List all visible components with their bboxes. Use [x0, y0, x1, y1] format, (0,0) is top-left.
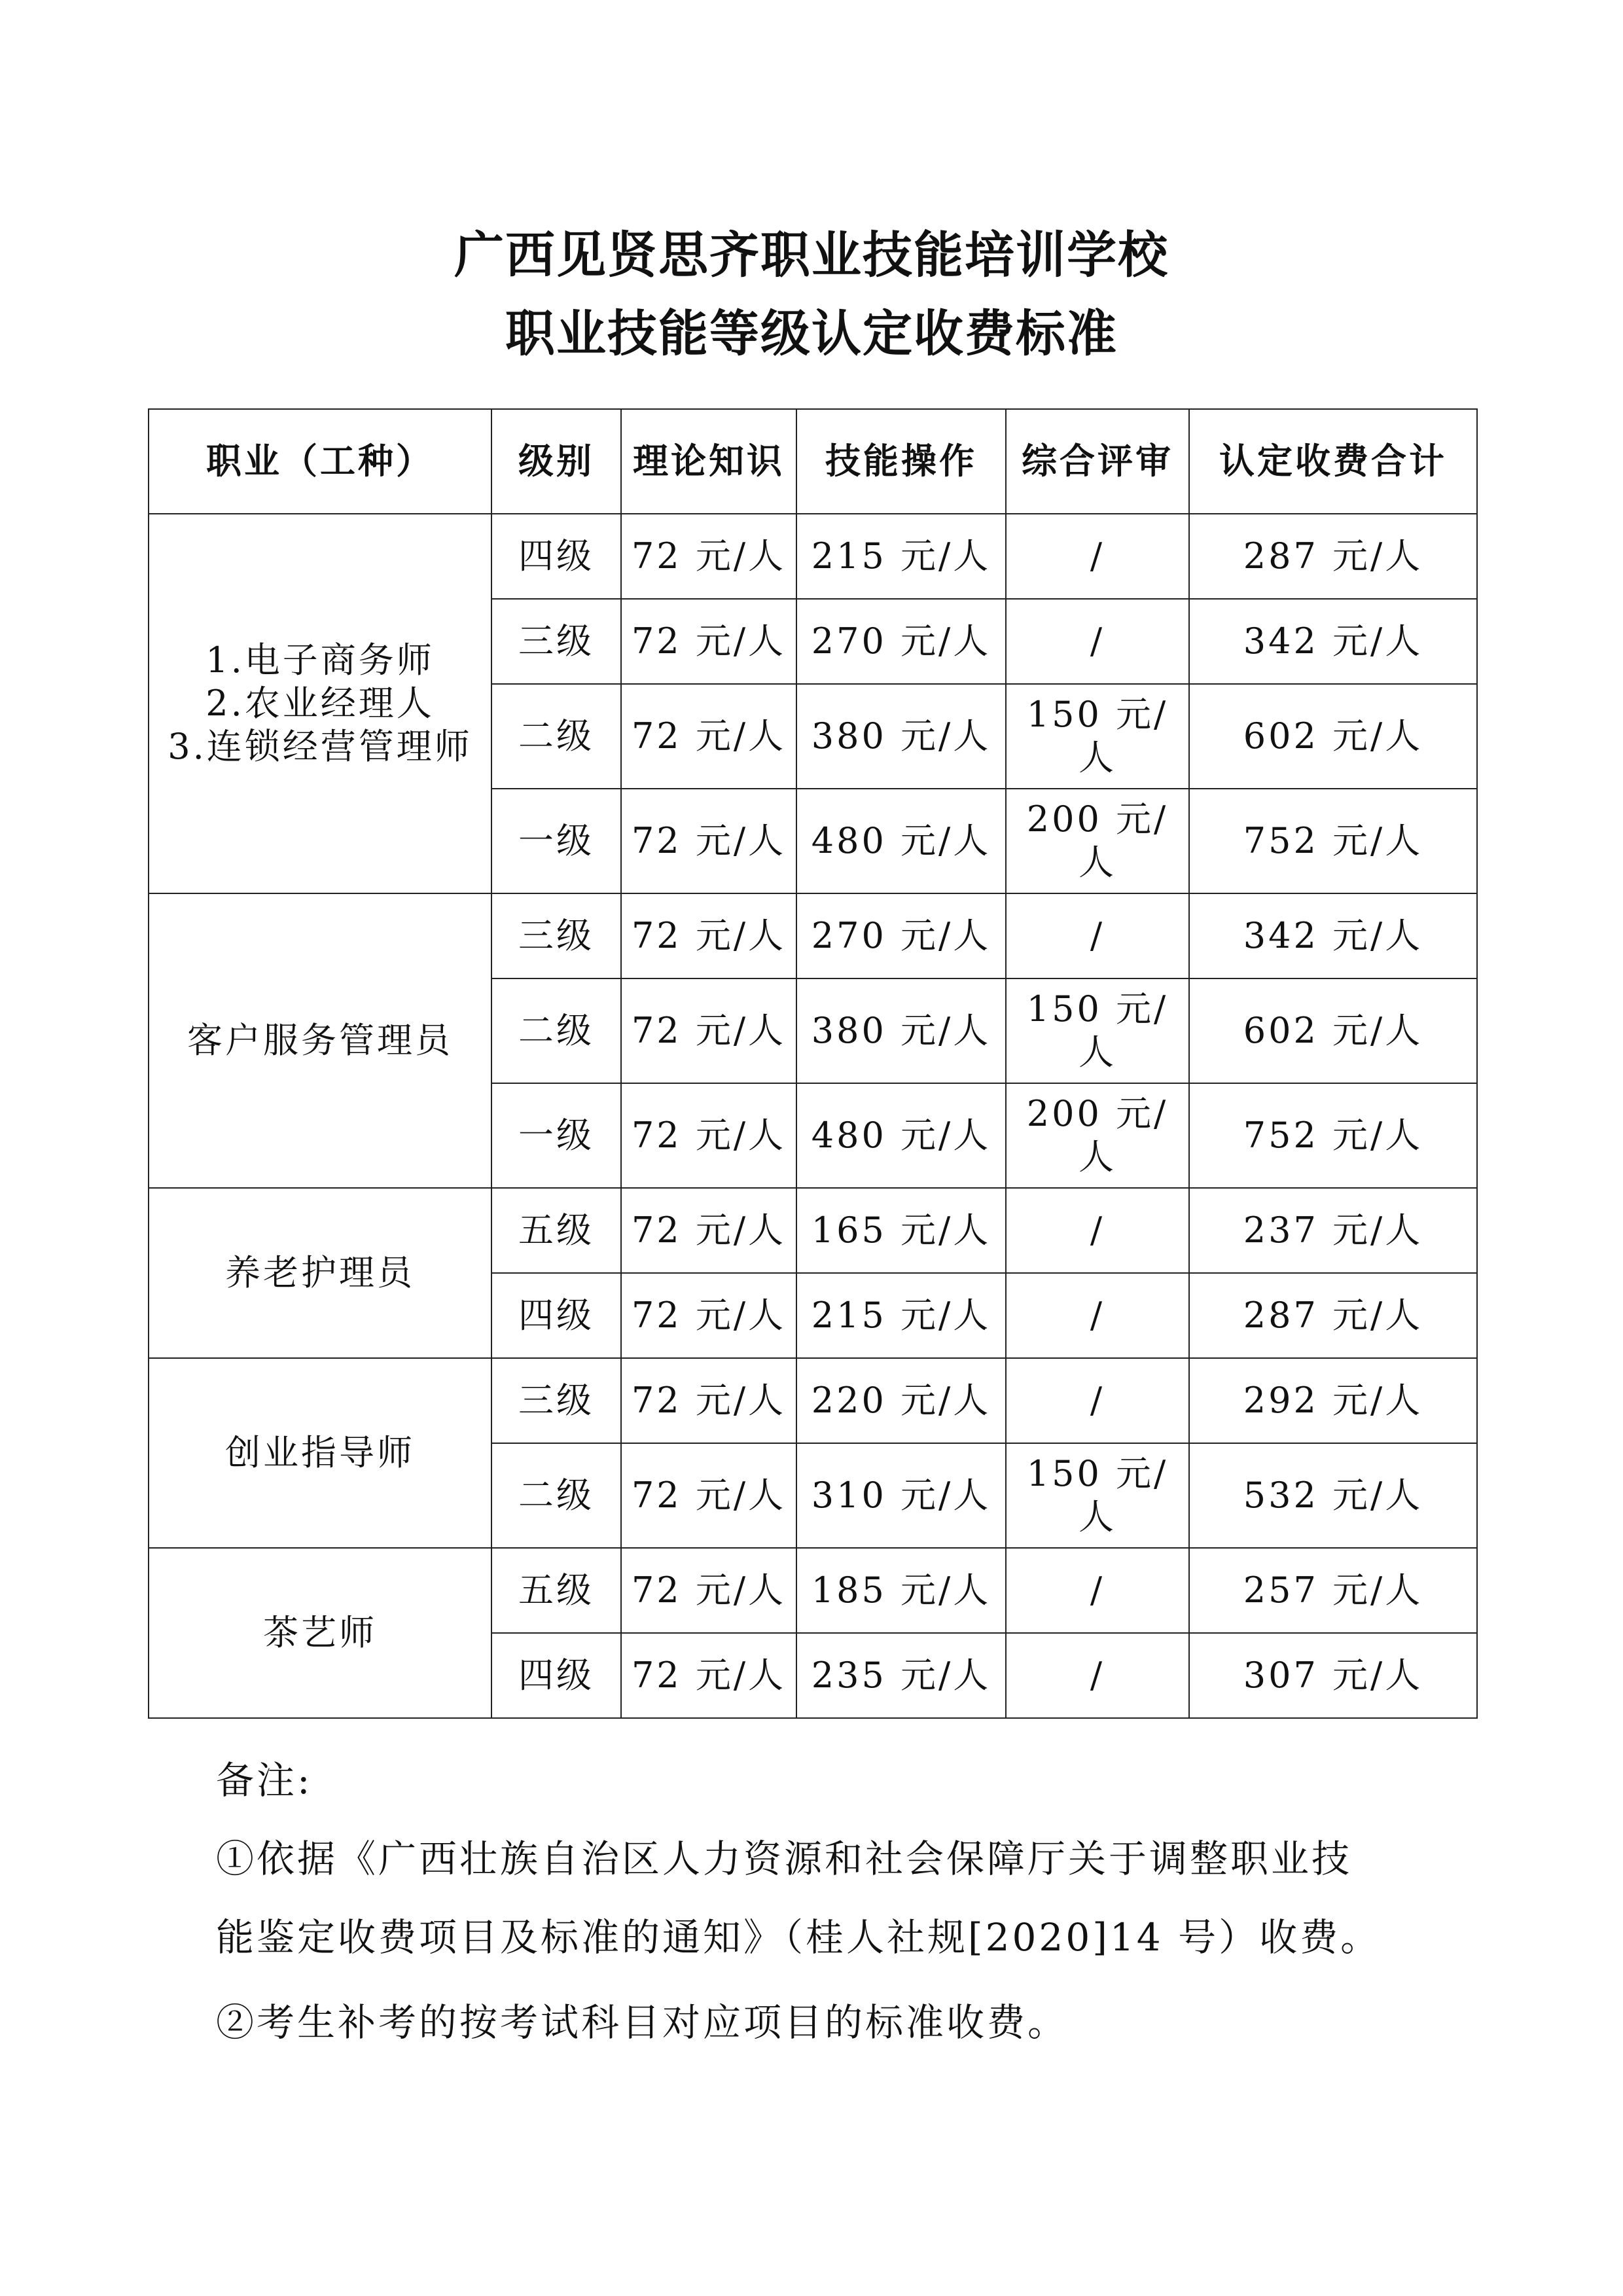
note-line-3: ②考生补考的按考试科目对应项目的标准收费。	[216, 2000, 1069, 2045]
theory-fee-cell: 72 元/人	[621, 1443, 796, 1548]
review-fee-cell: 150 元/人	[1006, 978, 1189, 1083]
note-line-2: 能鉴定收费项目及标准的通知》（桂人社规[2020]14 号）收费。	[216, 1915, 1382, 1960]
level-cell: 一级	[491, 1083, 621, 1188]
occupation-line: 2.农业经理人	[205, 683, 435, 724]
notes-label: 备注:	[216, 1758, 313, 1803]
review-fee-cell: 200 元/人	[1006, 789, 1189, 893]
total-fee-cell: 602 元/人	[1189, 684, 1477, 789]
review-fee-cell: /	[1006, 1633, 1189, 1718]
total-fee-cell: 752 元/人	[1189, 1083, 1477, 1188]
level-cell: 二级	[491, 1443, 621, 1548]
skill-fee-cell: 480 元/人	[796, 1083, 1006, 1188]
skill-fee-cell: 235 元/人	[796, 1633, 1006, 1718]
occupation-cell	[149, 1548, 491, 1718]
total-fee-cell: 257 元/人	[1189, 1548, 1477, 1633]
review-fee-cell: /	[1006, 1273, 1189, 1358]
table-row	[149, 893, 1477, 978]
table-row	[149, 1358, 1477, 1443]
theory-fee-cell: 72 元/人	[621, 1548, 796, 1633]
occupation-cell	[149, 1358, 491, 1548]
skill-fee-cell: 380 元/人	[796, 978, 1006, 1083]
review-fee-cell: /	[1006, 599, 1189, 684]
theory-fee-cell: 72 元/人	[621, 893, 796, 978]
review-fee-cell: 150 元/人	[1006, 684, 1189, 789]
occupation-line: 养老护理员	[225, 1252, 415, 1293]
level-cell: 二级	[491, 684, 621, 789]
total-fee-cell: 342 元/人	[1189, 893, 1477, 978]
fee-table	[148, 408, 1478, 1719]
level-cell: 四级	[491, 1633, 621, 1718]
review-fee-cell: /	[1006, 893, 1189, 978]
theory-fee-cell: 72 元/人	[621, 1273, 796, 1358]
review-fee-cell: /	[1006, 1188, 1189, 1273]
level-cell: 五级	[491, 1548, 621, 1633]
level-cell: 五级	[491, 1188, 621, 1273]
skill-fee-cell: 215 元/人	[796, 1273, 1006, 1358]
total-fee-cell: 752 元/人	[1189, 789, 1477, 893]
theory-fee-cell: 72 元/人	[621, 1083, 796, 1188]
total-fee-cell: 307 元/人	[1189, 1633, 1477, 1718]
header-review: 综合评审	[1006, 409, 1189, 514]
theory-fee-cell: 72 元/人	[621, 1188, 796, 1273]
level-cell: 四级	[491, 1273, 621, 1358]
review-fee-cell: /	[1006, 1358, 1189, 1443]
occupation-line: 客户服务管理员	[187, 1020, 453, 1061]
review-fee-cell: /	[1006, 1548, 1189, 1633]
review-fee-cell: 150 元/人	[1006, 1443, 1189, 1548]
skill-fee-cell: 270 元/人	[796, 599, 1006, 684]
theory-fee-cell: 72 元/人	[621, 789, 796, 893]
skill-fee-cell: 480 元/人	[796, 789, 1006, 893]
theory-fee-cell: 72 元/人	[621, 1358, 796, 1443]
skill-fee-cell: 215 元/人	[796, 514, 1006, 599]
skill-fee-cell: 270 元/人	[796, 893, 1006, 978]
occupation-cell	[149, 514, 491, 893]
skill-fee-cell: 310 元/人	[796, 1443, 1006, 1548]
total-fee-cell: 287 元/人	[1189, 1273, 1477, 1358]
theory-fee-cell: 72 元/人	[621, 514, 796, 599]
table-row	[149, 514, 1477, 599]
review-fee-cell: /	[1006, 514, 1189, 599]
occupation-cell	[149, 893, 491, 1188]
level-cell: 二级	[491, 978, 621, 1083]
total-fee-cell: 237 元/人	[1189, 1188, 1477, 1273]
level-cell: 四级	[491, 514, 621, 599]
review-fee-cell: 200 元/人	[1006, 1083, 1189, 1188]
total-fee-cell: 292 元/人	[1189, 1358, 1477, 1443]
occupation-line: 创业指导师	[225, 1432, 415, 1473]
skill-fee-cell: 220 元/人	[796, 1358, 1006, 1443]
document-title: 广西见贤思齐职业技能培训学校	[454, 226, 1169, 284]
theory-fee-cell: 72 元/人	[621, 599, 796, 684]
header-occupation: 职业（工种）	[149, 409, 491, 514]
total-fee-cell: 602 元/人	[1189, 978, 1477, 1083]
total-fee-cell: 532 元/人	[1189, 1443, 1477, 1548]
header-total: 认定收费合计	[1189, 409, 1477, 514]
total-fee-cell: 342 元/人	[1189, 599, 1477, 684]
document-subtitle: 职业技能等级认定收费标准	[505, 304, 1118, 363]
skill-fee-cell: 165 元/人	[796, 1188, 1006, 1273]
theory-fee-cell: 72 元/人	[621, 978, 796, 1083]
skill-fee-cell: 185 元/人	[796, 1548, 1006, 1633]
occupation-cell	[149, 1188, 491, 1358]
level-cell: 三级	[491, 1358, 621, 1443]
skill-fee-cell: 380 元/人	[796, 684, 1006, 789]
note-line-1: ①依据《广西壮族自治区人力资源和社会保障厅关于调整职业技	[216, 1837, 1353, 1881]
level-cell: 三级	[491, 599, 621, 684]
header-theory: 理论知识	[621, 409, 796, 514]
level-cell: 三级	[491, 893, 621, 978]
level-cell: 一级	[491, 789, 621, 893]
occupation-line: 1.电子商务师	[205, 639, 435, 681]
occupation-line: 3.连锁经营管理师	[168, 726, 473, 767]
theory-fee-cell: 72 元/人	[621, 684, 796, 789]
table-row	[149, 1548, 1477, 1633]
table-header-row	[149, 409, 1477, 514]
total-fee-cell: 287 元/人	[1189, 514, 1477, 599]
occupation-line: 茶艺师	[263, 1612, 377, 1653]
table-row	[149, 1188, 1477, 1273]
header-skill: 技能操作	[796, 409, 1006, 514]
theory-fee-cell: 72 元/人	[621, 1633, 796, 1718]
header-level: 级别	[491, 409, 621, 514]
